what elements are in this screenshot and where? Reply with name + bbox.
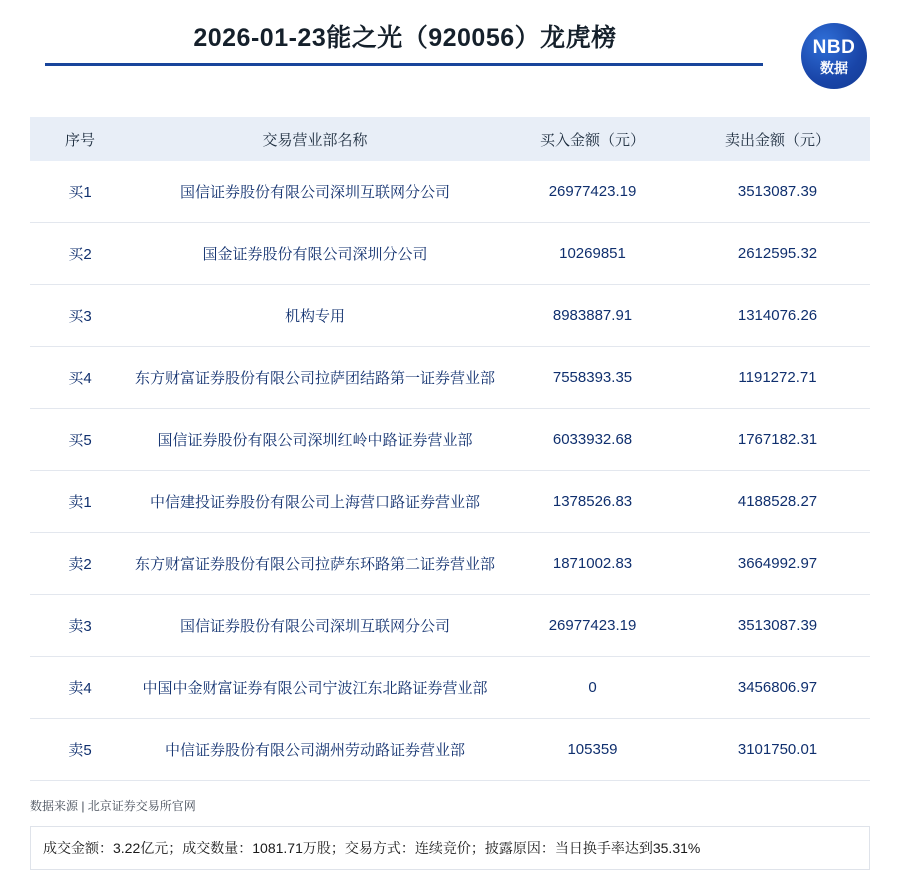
cell-sell-amount: 2612595.32 [685, 223, 870, 285]
column-header-branch-name: 交易营业部名称 [130, 117, 500, 161]
cell-buy-amount: 105359 [500, 719, 685, 781]
cell-buy-amount: 8983887.91 [500, 285, 685, 347]
lhb-table [30, 117, 870, 781]
cell-sell-amount: 3101750.01 [685, 719, 870, 781]
cell-index: 买1 [30, 161, 130, 223]
cell-branch-name: 国金证券股份有限公司深圳分公司 [130, 223, 500, 285]
cell-index: 卖1 [30, 471, 130, 533]
cell-index: 买4 [30, 347, 130, 409]
table-row [30, 285, 870, 347]
column-header-index: 序号 [30, 117, 130, 161]
cell-branch-name: 机构专用 [130, 285, 500, 347]
cell-buy-amount: 7558393.35 [500, 347, 685, 409]
cell-branch-name: 中信建投证券股份有限公司上海营口路证券营业部 [130, 471, 500, 533]
cell-sell-amount: 1767182.31 [685, 409, 870, 471]
column-header-buy-amount: 买入金额（元） [500, 117, 685, 161]
cell-sell-amount: 1314076.26 [685, 285, 870, 347]
cell-branch-name: 中信证券股份有限公司湖州劳动路证券营业部 [130, 719, 500, 781]
table-row [30, 347, 870, 409]
cell-branch-name: 国信证券股份有限公司深圳互联网分公司 [130, 595, 500, 657]
page-title: 2026-01-23能之光（920056）龙虎榜 [193, 24, 617, 52]
cell-sell-amount: 3664992.97 [685, 533, 870, 595]
cell-branch-name: 国信证券股份有限公司深圳红岭中路证券营业部 [130, 409, 500, 471]
nbd-logo [801, 23, 867, 89]
page-header [0, 0, 900, 105]
cell-branch-name: 国信证券股份有限公司深圳互联网分公司 [130, 161, 500, 223]
table-row [30, 223, 870, 285]
table-row [30, 657, 870, 719]
summary-note-text: 成交金额：3.22亿元；成交数量：1081.71万股；交易方式：连续竞价；披露原因：当日换手率达到35.31% [43, 840, 701, 856]
cell-sell-amount: 1191272.71 [685, 347, 870, 409]
cell-buy-amount: 26977423.19 [500, 595, 685, 657]
cell-index: 买5 [30, 409, 130, 471]
table-row [30, 533, 870, 595]
column-header-sell-amount: 卖出金额（元） [685, 117, 870, 161]
cell-buy-amount: 1871002.83 [500, 533, 685, 595]
cell-buy-amount: 1378526.83 [500, 471, 685, 533]
summary-note-box [30, 826, 870, 870]
cell-buy-amount: 10269851 [500, 223, 685, 285]
cell-buy-amount: 26977423.19 [500, 161, 685, 223]
cell-sell-amount: 3513087.39 [685, 595, 870, 657]
cell-buy-amount: 0 [500, 657, 685, 719]
cell-sell-amount: 4188528.27 [685, 471, 870, 533]
cell-sell-amount: 3456806.97 [685, 657, 870, 719]
lhb-table-container [30, 117, 870, 781]
table-row [30, 409, 870, 471]
nbd-logo-top-text: NBD [812, 36, 856, 58]
nbd-logo-bottom-text: 数据 [820, 59, 848, 76]
table-row [30, 595, 870, 657]
cell-buy-amount: 6033932.68 [500, 409, 685, 471]
cell-index: 卖5 [30, 719, 130, 781]
cell-index: 卖2 [30, 533, 130, 595]
data-source-label: 数据来源 | 北京证券交易所官网 [30, 799, 196, 813]
cell-branch-name: 东方财富证券股份有限公司拉萨东环路第二证券营业部 [130, 533, 500, 595]
table-row [30, 471, 870, 533]
cell-branch-name: 东方财富证券股份有限公司拉萨团结路第一证券营业部 [130, 347, 500, 409]
cell-index: 卖4 [30, 657, 130, 719]
cell-sell-amount: 3513087.39 [685, 161, 870, 223]
table-header [30, 117, 870, 161]
cell-branch-name: 中国中金财富证券有限公司宁波江东北路证券营业部 [130, 657, 500, 719]
cell-index: 卖3 [30, 595, 130, 657]
cell-index: 买2 [30, 223, 130, 285]
title-divider [45, 63, 763, 66]
table-header-row [30, 117, 870, 161]
table-body [30, 161, 870, 781]
cell-index: 买3 [30, 285, 130, 347]
table-row [30, 161, 870, 223]
table-row [30, 719, 870, 781]
